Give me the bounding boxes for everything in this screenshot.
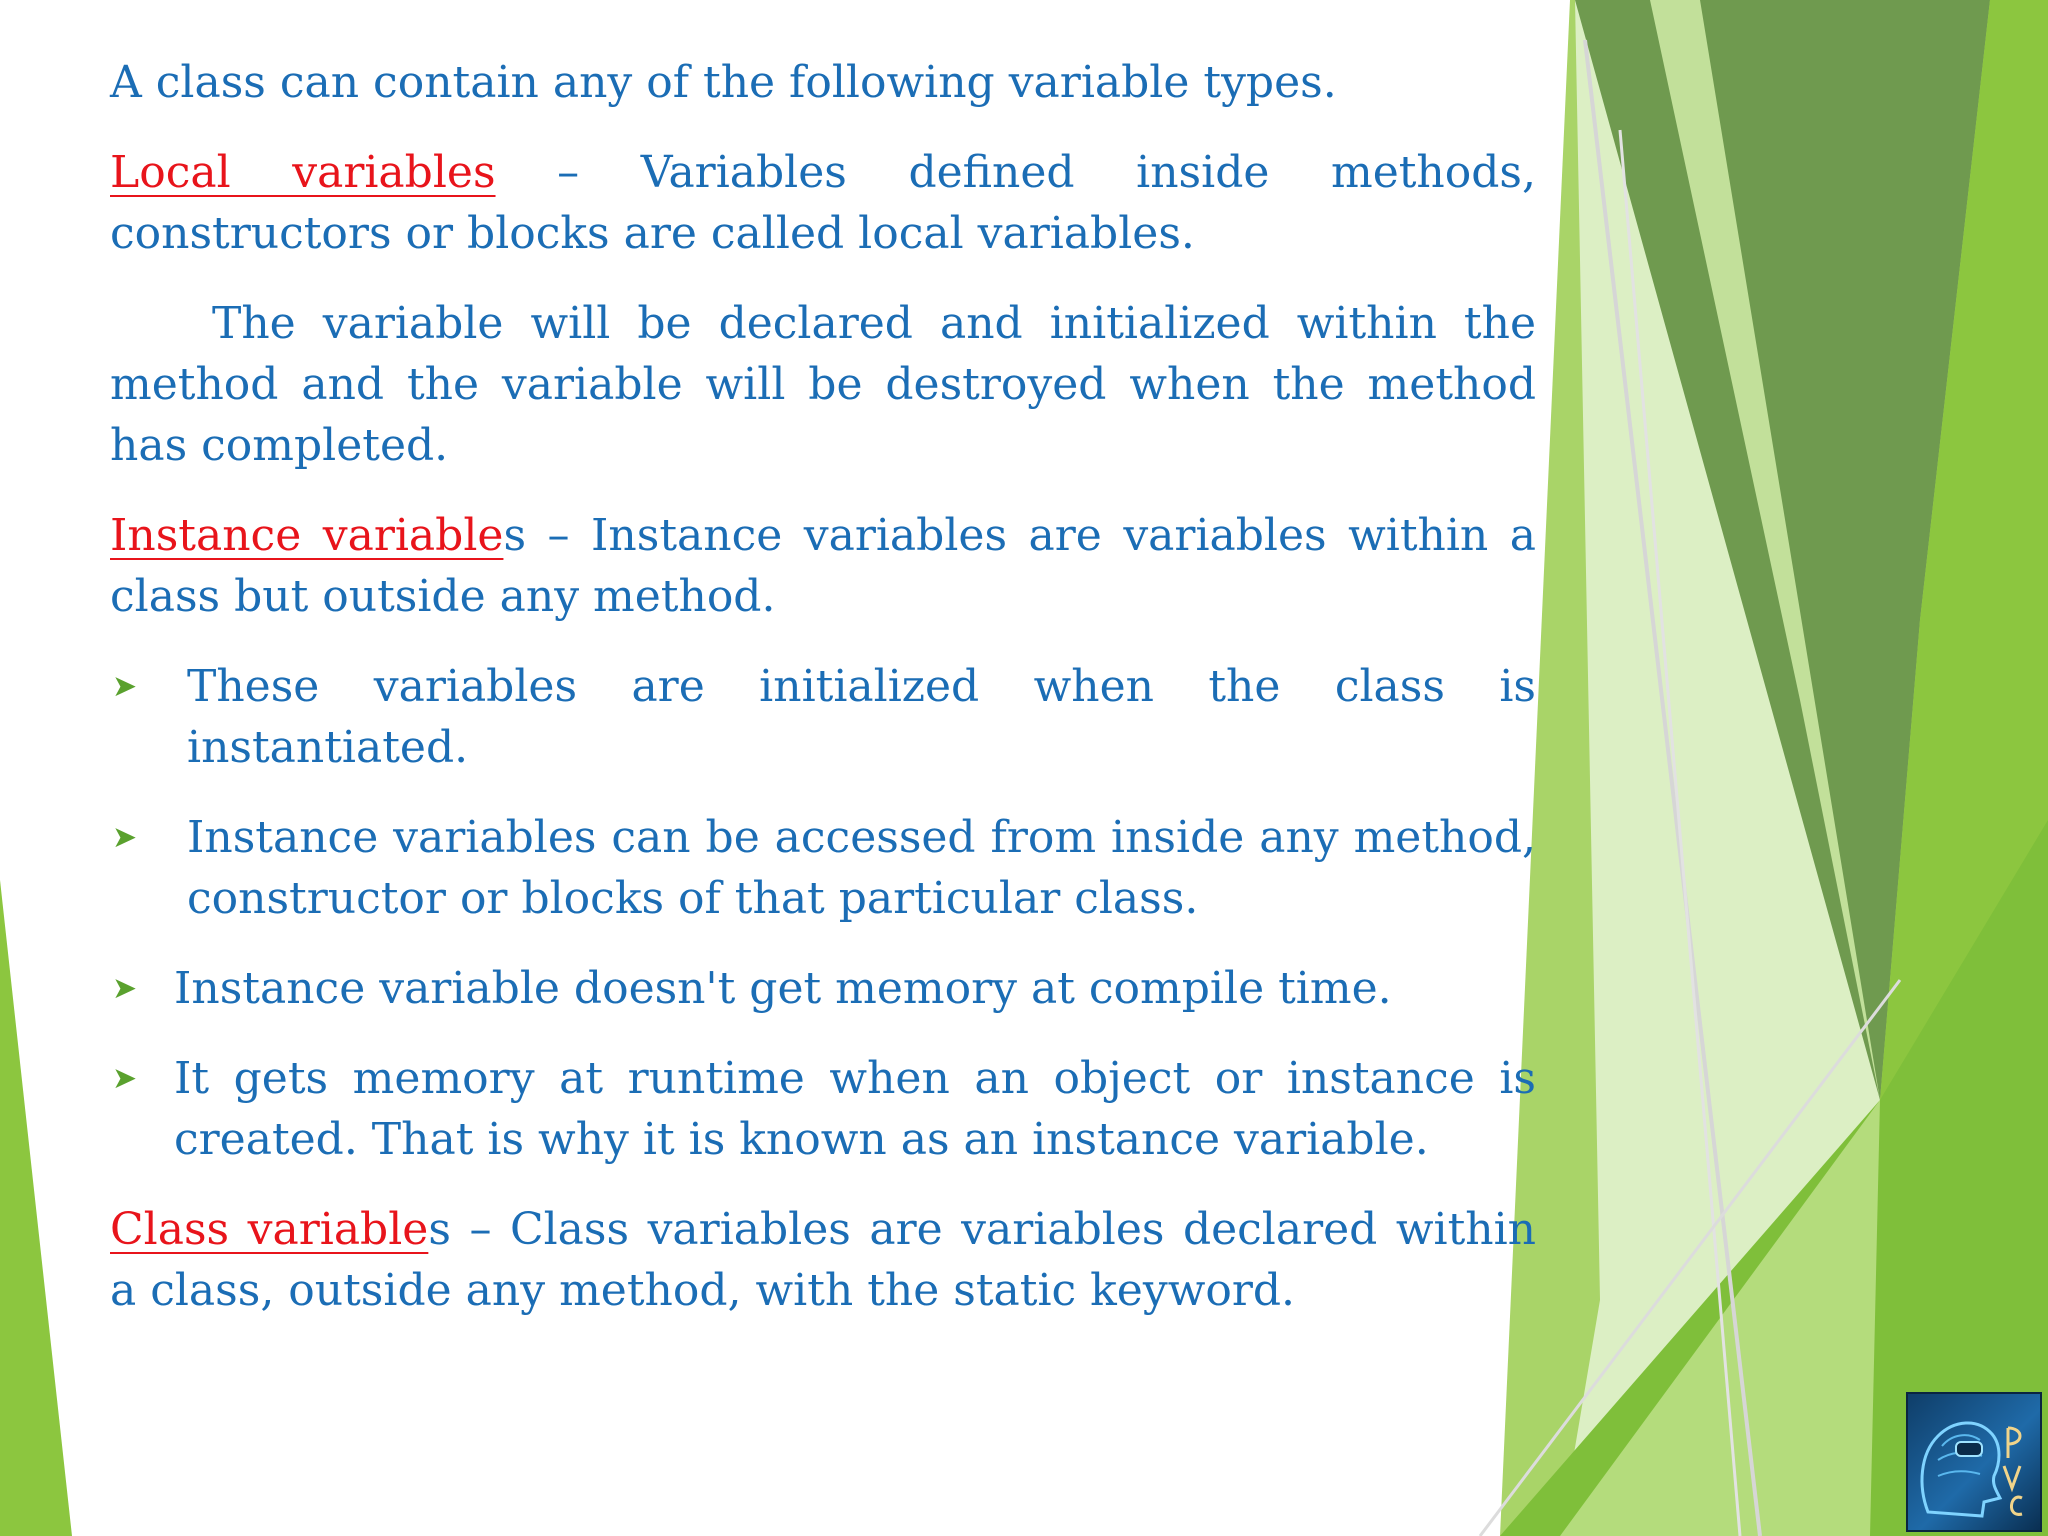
- instance-variables-paragraph: [110, 505, 1536, 627]
- vr-visor: [1956, 1442, 1982, 1456]
- arrow-bullet-icon: ➤: [112, 1061, 138, 1096]
- bullet-text: These variables are initialized when the class is instantiated.: [187, 661, 1536, 773]
- instance-variables-suffix: s: [503, 510, 527, 561]
- bullet-text: It gets memory at runtime when an object or instance is created. That is why it is known as an instance variable.: [174, 1053, 1536, 1165]
- list-item: [110, 958, 1536, 1019]
- local-variables-description: – Variables defined inside methods, constructors or blocks are called local variables.: [110, 147, 1536, 259]
- instance-variables-term: Instance variable: [110, 510, 504, 561]
- list-item: [110, 807, 1536, 929]
- local-variables-note: The variable will be declared and initialized within the method and the variable will be destroyed when the method has completed.: [110, 298, 1536, 471]
- list-item: [110, 1048, 1536, 1170]
- bullet-text: Instance variables can be accessed from inside any method, constructor or blocks of that particular class.: [187, 812, 1536, 924]
- letter-p: [2008, 1428, 2020, 1458]
- letter-v: [2004, 1466, 2020, 1488]
- left-green-sliver: [0, 880, 72, 1536]
- instance-variables-description: – Instance variables are variables within a class but outside any method.: [110, 510, 1536, 622]
- arrow-bullet-icon: ➤: [112, 971, 138, 1006]
- slide-content: [110, 52, 1536, 1350]
- class-variables-paragraph: [110, 1199, 1536, 1321]
- bullet-text: Instance variable doesn't get memory at compile time.: [174, 963, 1392, 1014]
- arrow-bullet-icon: ➤: [112, 669, 138, 704]
- class-variables-description: – Class variables are variables declared within a class, outside any method, with the static keyword.: [110, 1204, 1536, 1316]
- letter-c: [2011, 1497, 2022, 1514]
- local-variables-paragraph: [110, 142, 1536, 264]
- class-variables-term: Class variable: [110, 1204, 429, 1255]
- list-item: [110, 656, 1536, 778]
- arrow-bullet-icon: ➤: [112, 820, 138, 855]
- class-variables-suffix: s: [428, 1204, 451, 1255]
- logo-art: [1908, 1394, 2040, 1530]
- head-outline: [1922, 1423, 2000, 1516]
- local-variables-term: Local variables: [110, 147, 496, 198]
- intro-paragraph: A class can contain any of the following variable types.: [110, 57, 1337, 108]
- pvc-logo-icon: [1906, 1392, 2042, 1532]
